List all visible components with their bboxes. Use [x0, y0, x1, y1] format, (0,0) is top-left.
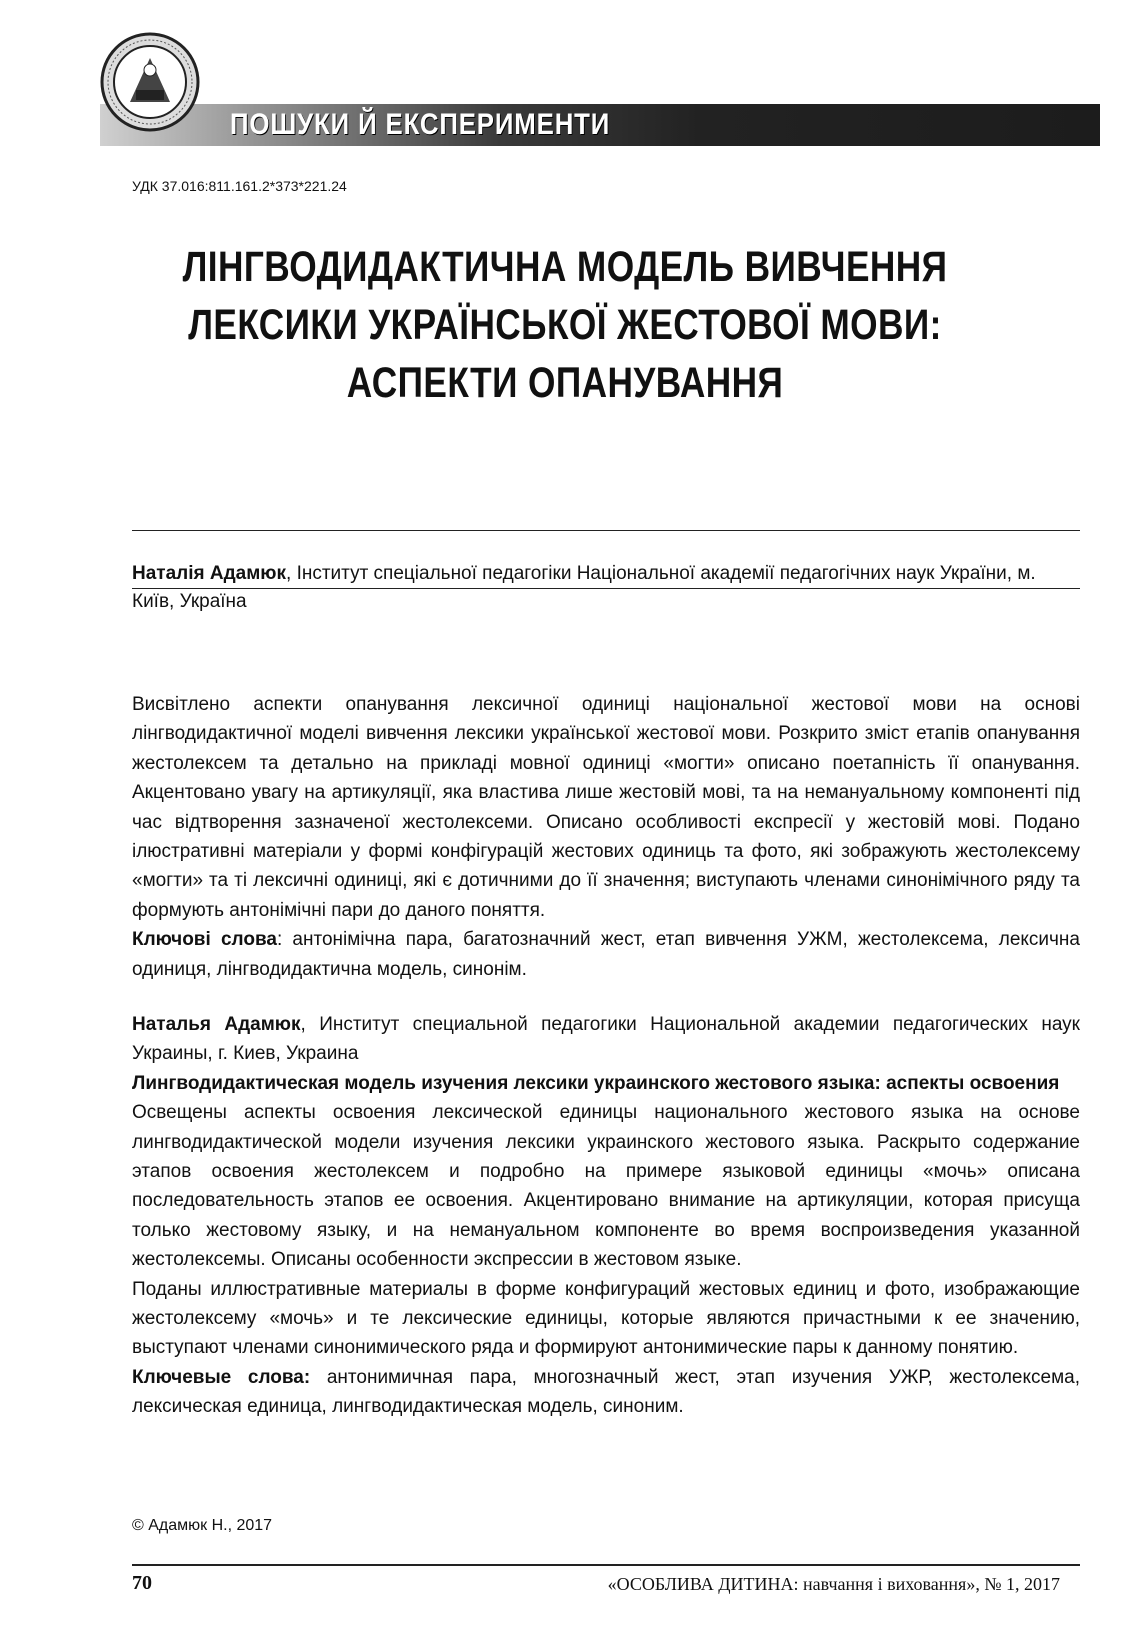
footer-rule — [132, 1564, 1080, 1566]
keywords-ru — [132, 1363, 1080, 1422]
keywords-ru-label: Ключевые слова: — [132, 1366, 311, 1388]
title-line-3: АСПЕКТИ ОПАНУВАННЯ — [346, 359, 784, 407]
journal-logo-seal — [96, 10, 204, 148]
journal-name: «ОСОБЛИВА ДИТИНА: навчання і виховання», № 1, 2017 — [607, 1574, 1060, 1594]
title-line-1: ЛІНГВОДИДАКТИЧНА МОДЕЛЬ ВИВЧЕННЯ — [182, 243, 948, 291]
keywords-uk-label: Ключові слова — [132, 929, 277, 951]
author-ru-name: Наталья Адамюк — [132, 1014, 301, 1035]
author-uk-name: Наталія Адамюк — [132, 563, 287, 584]
author-top-rule — [132, 530, 1080, 531]
abstract-ru-text-1: Освещены аспекты освоения лексической единицы национального жестового языка на основе лингводидактической модели изучения лексики украинского жестового языка. Раскрыто содержание этапов освоения жестолексем и подробно на примере языковой единицы «мочь» описана последовательность этапов ее освоения. Акцентировано внимание на артикуляции, которая присуща только жестовому языку, и на немануальном компоненте во время воспроизведения указанной жестолексемы. Описаны особенности экспрессии в жестовом языке. — [132, 1102, 1080, 1271]
udk-code: УДК 37.016:811.161.2*373*221.24 — [132, 178, 347, 194]
keywords-uk — [132, 925, 1080, 984]
abstract-ru-title: Лингводидактическая модель изучения лексики украинского жестового языка: аспекты освоения — [132, 1072, 1060, 1094]
author-uk-affiliation: , Інститут спеціальної педагогіки Національної академії педагогічних наук України, м. Київ, Україна — [132, 563, 1036, 612]
author-bottom-rule — [132, 588, 1080, 589]
keywords-uk-list: : антонімічна пара, багатозначний жест, етап вивчення УЖМ, жестолексема, лексична одиниця, лінгводидактична модель, синонім. — [132, 929, 1080, 980]
keywords-ru-list: антонимичная пара, многозначный жест, этап изучения УЖР, жестолексема, лексическая единица, лингводидактическая модель, синоним. — [132, 1366, 1080, 1418]
title-line-2: ЛЕКСИКИ УКРАЇНСЬКОЇ ЖЕСТОВОЇ МОВИ: — [188, 301, 942, 349]
page-number: 70 — [132, 1572, 152, 1594]
article-title — [151, 238, 979, 412]
author-ru — [132, 1010, 1080, 1069]
abstract-ru — [132, 1010, 1080, 1422]
abstract-uk-text: Висвітлено аспекти опанування лексичної одиниці національної жестової мови на основі лінгводидактичної моделі вивчення лексики української жестової мови. Розкрито зміст етапів опанування жестолексем та детально на прикладі мовної одиниці «могти» описано поетапність її опанування. Акцентовано увагу на артикуляції, яка властива лише жестовій мові, та на немануальному компоненті під час відтворення зазначеної жестолексеми. Описано особливості експресії у жестовій мові. Подано ілюстративні матеріали у формі конфігурацій жестових одиниць та фото, які зображують жестолексему «могти» та ті лексичні одиниці, які є дотичними до її значення; виступають членами синонімічного ряду та формують антонімічні пари до даного поняття. — [132, 694, 1080, 921]
author-ru-affiliation: , Институт специальной педагогики Национальной академии педагогических наук Украины, г. Киев, Украина — [132, 1014, 1080, 1065]
abstract-uk — [132, 690, 1080, 984]
abstract-ru-text-2: Поданы иллюстративные материалы в форме конфигураций жестовых единиц и фото, изображающие жестолексему «мочь» и те лексические единицы, которые являются причастными к ее значению, выступают членами синонимического ряда и формируют антонимические пары к данному понятию. — [132, 1278, 1080, 1359]
copyright-notice: © Адамюк Н., 2017 — [132, 1517, 273, 1534]
section-title: ПОШУКИ Й ЕКСПЕРИМЕНТИ — [230, 108, 611, 141]
